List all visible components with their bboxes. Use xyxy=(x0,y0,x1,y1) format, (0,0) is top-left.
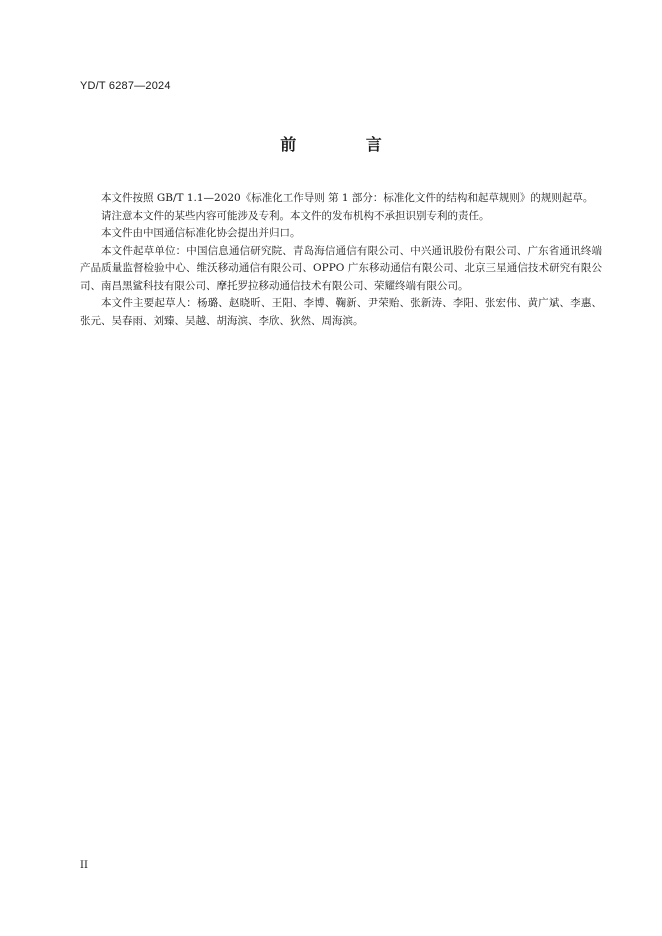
page-title: 前 言 xyxy=(280,135,414,154)
document-code: YD/T 6287—2024 xyxy=(80,80,171,92)
page-number: II xyxy=(80,860,88,871)
paragraph-proposer: 本文件由中国通信标准化协会提出并归口。 xyxy=(101,227,301,239)
paragraph-drafting-rules: 本文件按照 GB/T 1.1—2020《标准化工作导则 第 1 部分：标准化文件的结构和起草规则》的规则起草。 xyxy=(101,192,594,204)
paragraph-patent-notice: 请注意本文件的某些内容可能涉及专利。本文件的发布机构不承担识别专利的责任。 xyxy=(101,209,490,222)
paragraph-drafting-units: 本文件起草单位：中国信息通信研究院、青岛海信通信有限公司、中兴通讯股份有限公司、广东省通讯终端产品质量监督检验中心、维沃移动通信有限公司、OPPO 广东移动通信有限公司、北京三星通信技术研究有限公司、南昌黑鲨科技有限公司、摩托罗拉移动通信技术有限公司、荣耀终端有限公司。 xyxy=(80,244,602,292)
foreword-body xyxy=(80,190,602,330)
paragraph-drafters: 本文件主要起草人：杨璐、赵晓昕、王阳、李博、鞠新、尹荣贻、张新涛、李阳、张宏伟、黄广斌、李惠、张元、吴春雨、刘臻、吴越、胡海滨、李欣、狄然、周海滨。 xyxy=(80,297,602,327)
